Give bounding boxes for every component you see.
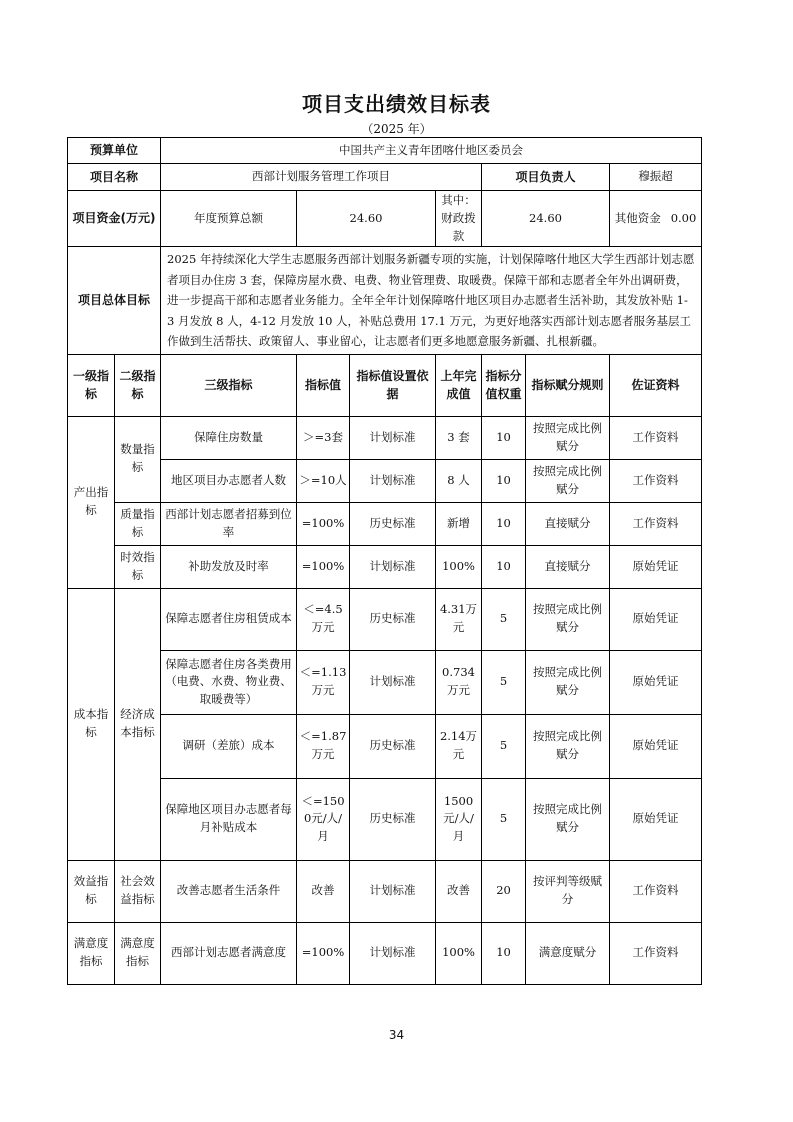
indicator-value: ＜=1500元/人/月	[297, 778, 350, 860]
indicator-weight: 10	[482, 416, 526, 459]
overall-goal-label: 项目总体目标	[68, 247, 161, 354]
group-quality: 质量指标	[115, 502, 161, 545]
group-cost: 成本指标	[68, 588, 115, 860]
indicator-basis: 计划标准	[350, 922, 436, 984]
indicator-name: 保障地区项目办志愿者每月补贴成本	[161, 778, 297, 860]
indicator-value: =100%	[297, 545, 350, 588]
indicator-value: ＜=4.5万元	[297, 588, 350, 650]
indicator-name: 保障志愿者住房租赁成本	[161, 588, 297, 650]
header-level2: 二级指标	[115, 354, 161, 416]
indicator-evidence: 工作资料	[610, 416, 702, 459]
header-evidence: 佐证资料	[610, 354, 702, 416]
indicator-rule: 按照完成比例赋分	[526, 588, 610, 650]
fiscal-value: 24.60	[482, 191, 610, 247]
page-number: 34	[388, 1028, 405, 1042]
indicator-rule: 按照完成比例赋分	[526, 778, 610, 860]
indicator-last-year: 2.14万元	[436, 714, 482, 778]
header-level1: 一级指标	[68, 354, 115, 416]
indicator-basis: 计划标准	[350, 650, 436, 714]
header-weight: 指标分值权重	[482, 354, 526, 416]
indicator-last-year: 100%	[436, 545, 482, 588]
fiscal-label: 其中：财政拨款	[436, 191, 482, 247]
indicator-weight: 10	[482, 502, 526, 545]
indicator-name: 改善志愿者生活条件	[161, 860, 297, 922]
indicator-value: ＜=1.87万元	[297, 714, 350, 778]
indicator-evidence: 工作资料	[610, 860, 702, 922]
indicator-weight: 10	[482, 459, 526, 502]
indicator-weight: 20	[482, 860, 526, 922]
indicator-evidence: 原始凭证	[610, 650, 702, 714]
indicator-rule: 按照完成比例赋分	[526, 714, 610, 778]
table-row	[68, 545, 702, 588]
performance-table	[67, 137, 702, 985]
indicator-last-year: 100%	[436, 922, 482, 984]
indicator-name: 调研（差旅）成本	[161, 714, 297, 778]
other-funds-label: 其他资金	[614, 210, 661, 225]
indicator-rule: 按照完成比例赋分	[526, 459, 610, 502]
indicator-basis: 计划标准	[350, 416, 436, 459]
indicator-evidence: 原始凭证	[610, 545, 702, 588]
project-owner-label: 项目负责人	[482, 164, 610, 191]
page-title: 项目支出绩效目标表	[302, 92, 491, 116]
project-owner-value: 穆振超	[610, 164, 702, 191]
funding-row	[68, 191, 702, 247]
group-satisfaction-sub: 满意度指标	[115, 922, 161, 984]
indicator-weight: 10	[482, 545, 526, 588]
header-basis: 指标值设置依据	[350, 354, 436, 416]
indicator-rule: 按照完成比例赋分	[526, 416, 610, 459]
group-social-benefit: 社会效益指标	[115, 860, 161, 922]
indicator-last-year: 新增	[436, 502, 482, 545]
indicator-last-year: 8 人	[436, 459, 482, 502]
indicator-rule: 按照完成比例赋分	[526, 650, 610, 714]
table-row	[68, 860, 702, 922]
indicator-name: 保障志愿者住房各类费用（电费、水费、物业费、取暖费等）	[161, 650, 297, 714]
indicator-name: 补助发放及时率	[161, 545, 297, 588]
table-row	[68, 502, 702, 545]
annual-budget-label: 年度预算总额	[161, 191, 297, 247]
table-row	[68, 714, 702, 778]
indicator-rule: 满意度赋分	[526, 922, 610, 984]
indicator-weight: 5	[482, 650, 526, 714]
indicator-value: ＞=10人	[297, 459, 350, 502]
indicator-evidence: 原始凭证	[610, 778, 702, 860]
project-name-value: 西部计划服务管理工作项目	[161, 164, 482, 191]
table-row	[68, 778, 702, 860]
project-name-row	[68, 164, 702, 191]
indicator-evidence: 原始凭证	[610, 714, 702, 778]
indicator-evidence: 工作资料	[610, 922, 702, 984]
group-output: 产出指标	[68, 416, 115, 588]
header-level3: 三级指标	[161, 354, 297, 416]
indicator-weight: 5	[482, 588, 526, 650]
indicator-name: 西部计划志愿者满意度	[161, 922, 297, 984]
indicator-basis: 计划标准	[350, 459, 436, 502]
overall-goal-row	[68, 247, 702, 354]
group-satisfaction: 满意度指标	[68, 922, 115, 984]
table-row	[68, 459, 702, 502]
indicator-basis: 历史标准	[350, 778, 436, 860]
table-row	[68, 416, 702, 459]
indicator-weight: 10	[482, 922, 526, 984]
header-row	[68, 354, 702, 416]
group-benefit: 效益指标	[68, 860, 115, 922]
indicator-basis: 历史标准	[350, 502, 436, 545]
group-economic-cost: 经济成本指标	[115, 588, 161, 860]
indicator-rule: 直接赋分	[526, 545, 610, 588]
annual-budget-value: 24.60	[297, 191, 436, 247]
header-value: 指标值	[297, 354, 350, 416]
indicator-value: ＜=1.13万元	[297, 650, 350, 714]
indicator-basis: 计划标准	[350, 545, 436, 588]
group-quantity: 数量指标	[115, 416, 161, 502]
indicator-value: ＞=3套	[297, 416, 350, 459]
indicator-last-year: 1500元/人/月	[436, 778, 482, 860]
indicator-evidence: 原始凭证	[610, 588, 702, 650]
header-rule: 指标赋分规则	[526, 354, 610, 416]
indicator-basis: 历史标准	[350, 714, 436, 778]
other-funds-amount: 0.00	[670, 210, 697, 225]
funding-label: 项目资金(万元)	[68, 191, 161, 247]
indicator-evidence: 工作资料	[610, 502, 702, 545]
table-row	[68, 650, 702, 714]
header-last-year: 上年完成值	[436, 354, 482, 416]
indicator-name: 地区项目办志愿者人数	[161, 459, 297, 502]
indicator-name: 保障住房数量	[161, 416, 297, 459]
indicator-weight: 5	[482, 778, 526, 860]
indicator-last-year: 0.734万元	[436, 650, 482, 714]
budget-unit-label: 预算单位	[68, 138, 161, 164]
indicator-value: =100%	[297, 922, 350, 984]
group-timeliness: 时效指标	[115, 545, 161, 588]
indicator-last-year: 3 套	[436, 416, 482, 459]
indicator-evidence: 工作资料	[610, 459, 702, 502]
table-row	[68, 588, 702, 650]
indicator-weight: 5	[482, 714, 526, 778]
indicator-last-year: 4.31万元	[436, 588, 482, 650]
indicator-rule: 按评判等级赋分	[526, 860, 610, 922]
indicator-last-year: 改善	[436, 860, 482, 922]
indicator-rule: 直接赋分	[526, 502, 610, 545]
year-label: （2025 年）	[361, 122, 432, 136]
indicator-basis: 历史标准	[350, 588, 436, 650]
indicator-value: =100%	[297, 502, 350, 545]
other-funds-value	[610, 191, 702, 247]
project-name-label: 项目名称	[68, 164, 161, 191]
indicator-basis: 计划标准	[350, 860, 436, 922]
indicator-name: 西部计划志愿者招募到位率	[161, 502, 297, 545]
table-row	[68, 922, 702, 984]
budget-unit-row	[68, 138, 702, 164]
budget-unit-value: 中国共产主义青年团喀什地区委员会	[161, 138, 702, 164]
overall-goal-text: 2025 年持续深化大学生志愿服务西部计划服务新疆专项的实施，计划保障喀什地区大学生西部计划志愿者项目办住房 3 套，保障房屋水费、电费、物业管理费、取暖费。保障干部和志愿者全年外出调研费，进一步提高干部和志愿者业务能力。全年全年计划保障喀什地区项目办志愿者生活补助，其发放补贴 1-3 月发放 8 人，4-12 月发放 10 人，补贴总费用 17.1 万元，为更好地落实西部计划志愿者服务基层工作做到生活帮扶、政策留人、事业留心，让志愿者们更多地愿意服务新疆、扎根新疆。	[161, 247, 702, 354]
indicator-value: 改善	[297, 860, 350, 922]
